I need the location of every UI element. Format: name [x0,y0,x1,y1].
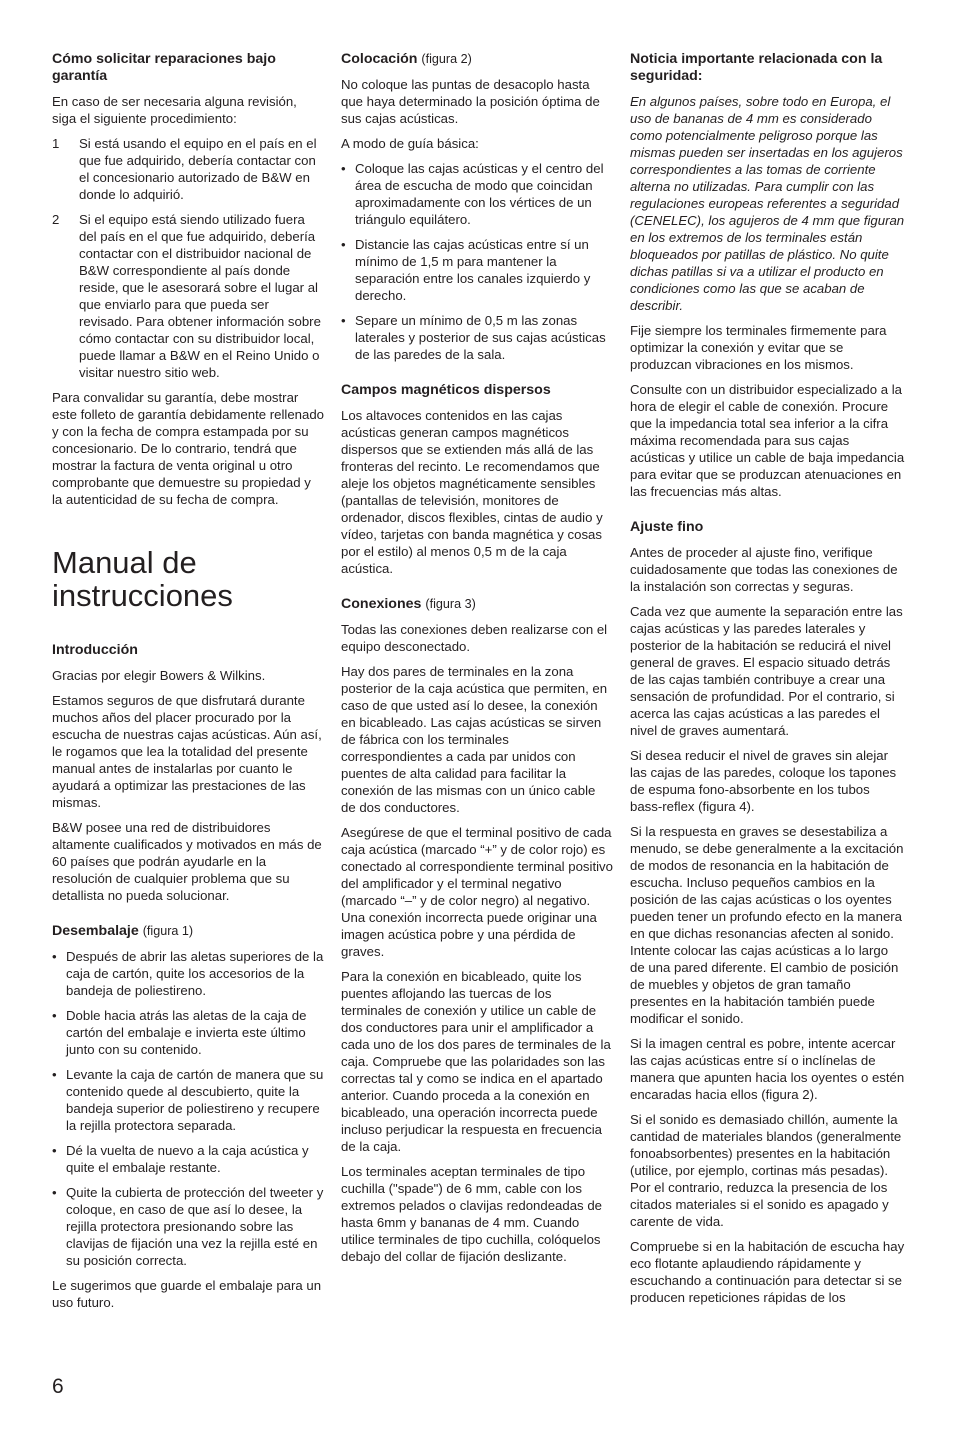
list-item: • Quite la cubierta de protección del tweeter y coloque, en caso de que así lo desee, la rejilla protectora presionando sobre las clavijas de fijación una vez la rejilla esté en su posición correcta. [52,1185,324,1268]
connections-section [341,596,613,1265]
paragraph: Antes de proceder al ajuste fino, verifique cuidadosamente que todas las conexiones de la instalación son correctas y seguras. [630,545,898,594]
paragraph: Le sugerimos que guarde el embalaje para un uso futuro. [52,1278,322,1310]
list-item: • Dé la vuelta de nuevo a la caja acústica y quite el embalaje restante. [52,1143,309,1175]
list-item: • Distancie las cajas acústicas entre sí un mínimo de 1,5 m para mantener la separación entre los canales izquierdo y derecho. [341,237,591,303]
figure-reference: (figura 2) [421,52,472,66]
paragraph: Asegúrese de que el terminal positivo de cada caja acústica (marcado “+” y de color rojo) es conectado al correspondiente terminal positivo del amplificador y el terminal negativo (marcado “–” y de color negro) al negativo. Una conexión incorrecta puede originar una imagen acústica pobre y una pérdida de graves. [341,825,613,959]
paragraph: Estamos seguros de que disfrutará durante muchos años del placer procurado por la escucha de nuestras cajas acústicas. Aún así, le rogamos que lea la totalidad del presente manual antes de instalarlas por cuanto le ayudará a optimizar las prestaciones de las mismas. [52,693,322,810]
column-middle [341,51,613,1284]
paragraph: B&W posee una red de distribuidores altamente cualificados y motivados en más de 60 países que podrán ayudarle en la resolución de cualquier problema que su detallista no pueda solucionar. [52,820,322,903]
introduction-section [52,642,324,904]
paragraph: Gracias por elegir Bowers & Wilkins. [52,668,266,683]
paragraph: Si desea reducir el nivel de graves sin alejar las cajas de las paredes, coloque los tapones de espuma fono-absorbente en los tubos bass-reflex (figura 4). [630,748,897,814]
unpacking-heading: Desembalaje (figura 1) [52,923,194,939]
list-item: • Coloque las cajas acústicas y el centro del área de escucha de modo que coincidan aproximadamente con los vértices de un triángulo equilátero. [341,161,604,227]
paragraph: Si la imagen central es pobre, intente acercar las cajas acústicas entre sí o inclínelas de manera que apunten hacia los oyentes o estén encaradas hacia ellos (figura 2). [630,1036,905,1102]
unpacking-section [52,923,324,1311]
warranty-outro: Para convalidar su garantía, debe mostrar este folleto de garantía debidamente rellenado y con la fecha de compra estampada por su concesionario. De lo contrario, tendrá que mostrar la factura de venta original u otro comprobante que demuestre su propiedad y la autenticidad de su fecha de compra. [52,390,325,507]
figure-reference: (figura 1) [142,924,194,938]
warranty-step: 1 Si está usando el equipo en el país en el que fue adquirido, debería contactar con el concesionario autorizado de B&W en donde lo adquirió. [52,136,317,202]
warranty-heading: Cómo solicitar reparaciones bajo garantía [52,51,276,84]
introduction-heading: Introducción [52,642,138,658]
magnetic-fields-section [341,382,613,577]
page-number: 6 [52,1375,64,1398]
safety-heading: Noticia importante relacionada con la seguridad: [630,51,883,84]
paragraph: Si el sonido es demasiado chillón, aumente la cantidad de materiales blandos (generalmente fonoabsorbentes) presentes en la habitación (utilice, por ejemplo, cortinas más pesadas). Por el contrario, reduzca la presencia de los citados materiales si el sonido es apagado y carente de vida. [630,1112,902,1229]
warranty-step: 2 Si el equipo está siendo utilizado fuera del país en el que fue adquirido, debería contactar con el distribuidor nacional de B&W correspondiente al país donde reside, que le asesorará sobre el lugar al que enviarlo para que pueda ser revisado. Para obtener información sobre cómo contactar con su distribuidor local, puede llamar a B&W en el Reino Unido o visitar nuestro sitio web. [52,212,321,380]
placement-list [341,160,613,363]
column-left [52,51,324,1330]
column-right [630,51,905,1325]
paragraph: Para la conexión en bicableado, quite los puentes aflojando las tuercas de los terminales de conexión y utilice un cable de dos conductores para unir el amplificador a cada uno de los dos pares de terminales de la caja. Compruebe que las polaridades son las correctas tal y como se indica en el apartado anterior. Cuando proceda a la conexión en bicableado, una operación incorrecta puede incluso perjudicar la respuesta en frecuencia de la caja. [341,969,611,1154]
paragraph: Compruebe si en la habitación de escucha hay eco flotante aplaudiendo rápidamente y escuchando a continuación para detectar si se producen repeticiones rápidas de los [630,1239,905,1305]
paragraph: Fije siempre los terminales firmemente para optimizar la conexión y evitar que se produzcan vibraciones en los mismos. [630,323,887,372]
paragraph: Los terminales aceptan terminales de tipo cuchilla ("spade") de 6 mm, cable con los extremos pelados o clavijas redondeadas de hasta 6mm y bananas de 4 mm. Cuando utilice terminales de tipo cuchilla, colóquelos debajo del collar de fijación deslizante. [341,1164,602,1264]
fine-tuning-section [630,519,905,1306]
list-item: • Levante la caja de cartón de manera que su contenido quede al descubierto, quite la bandeja superior de poliestireno y recupere la rejilla protectora separada. [52,1067,324,1133]
paragraph: Cada vez que aumente la separación entre las cajas acústicas y las paredes laterales y posterior de la habitación se reducirá el nivel general de graves. El espacio situado detrás de las cajas también contribuye a crear una sensación de profundidad. Por el contrario, si acerca las cajas acústicas a las paredes el nivel de graves aumentará. [630,604,903,738]
warranty-intro: En caso de ser necesaria alguna revisión, siga el siguiente procedimiento: [52,94,297,126]
paragraph: No coloque las puntas de desacoplo hasta que haya determinado la posición óptima de sus cajas acústicas. [341,77,600,126]
safety-section [630,51,905,500]
paragraph: A modo de guía básica: [341,136,479,151]
figure-reference: (figura 3) [425,597,476,611]
list-item: • Después de abrir las aletas superiores de la caja de cartón, quite los accesorios de la bandeja de poliestireno. [52,949,324,998]
warranty-steps [52,135,324,381]
unpacking-list [52,948,324,1269]
fine-tuning-heading: Ajuste fino [630,519,704,535]
manual-title: Manual de instrucciones [52,545,233,613]
safety-notice: En algunos países, sobre todo en Europa, el uso de bananas de 4 mm es considerado como potencialmente peligroso porque las mismas pueden ser insertadas en los agujeros correspondientes a las tomas de corriente alterna no utilizadas. Para cumplir con las regulaciones europeas referentes a seguridad (CENELEC), los agujeros de 4 mm que figuran en los extremos de los terminales están bloqueados por patillas de plástico. No quite dichas patillas si va a utilizar el producto en condiciones como las que se acaban de describir. [630,94,905,313]
connections-heading: Conexiones (figura 3) [341,596,476,612]
warranty-section [52,51,324,508]
paragraph: Hay dos pares de terminales en la zona posterior de la caja acústica que permiten, en caso de que usted así lo desee, la conexión en bicableado. Las cajas acústicas se sirven de fábrica con los terminales correspondientes a cada par unidos con puentes de alta calidad para facilitar la conexión de las mismas con un único cable de dos conductores. [341,664,608,815]
list-item: • Separe un mínimo de 0,5 m las zonas laterales y posterior de sus cajas acústicas de las paredes de la sala. [341,313,606,362]
paragraph: Los altavoces contenidos en las cajas acústicas generan campos magnéticos dispersos que se extienden más allá de las fronteras del recinto. Le recomendamos que aleje los objetos magnéticamente sensibles (pantallas de televisión, monitores de ordenador, discos flexibles, cintas de audio y vídeo, tarjetas con banda magnética y cosas por el estilo) al menos 0,5 m de la caja acústica. [341,408,603,576]
paragraph: Consulte con un distribuidor especializado a la hora de elegir el cable de conexión. Procure que la impedancia total sea inferior a la cifra máxima recomendada para sus cajas acústicas y utilice un cable de baja impedancia para evitar que se produzcan atenuaciones en las frecuencias más altas. [630,382,905,499]
magnetic-fields-heading: Campos magnéticos dispersos [341,382,551,398]
placement-section [341,51,613,363]
paragraph: Todas las conexiones deben realizarse con el equipo desconectado. [341,622,608,654]
list-item: • Doble hacia atrás las aletas de la caja de cartón del embalaje e invierta este último junto con su contenido. [52,1008,307,1057]
paragraph: Si la respuesta en graves se desestabiliza a menudo, se debe generalmente a la excitación de modos de resonancia en la habitación de escucha. Incluso pequeños cambios en la posición de las cajas acústicas o los oyentes pueden tener un profundo efecto en la manera en que dichas resonancias afecten al sonido. Intente colocar las cajas acústicas a lo largo de una pared diferente. El cambio de posición de muebles y objetos de gran tamaño presentes en la habitación también puede modificar el sonido. [630,824,904,1026]
placement-heading: Colocación (figura 2) [341,51,472,67]
